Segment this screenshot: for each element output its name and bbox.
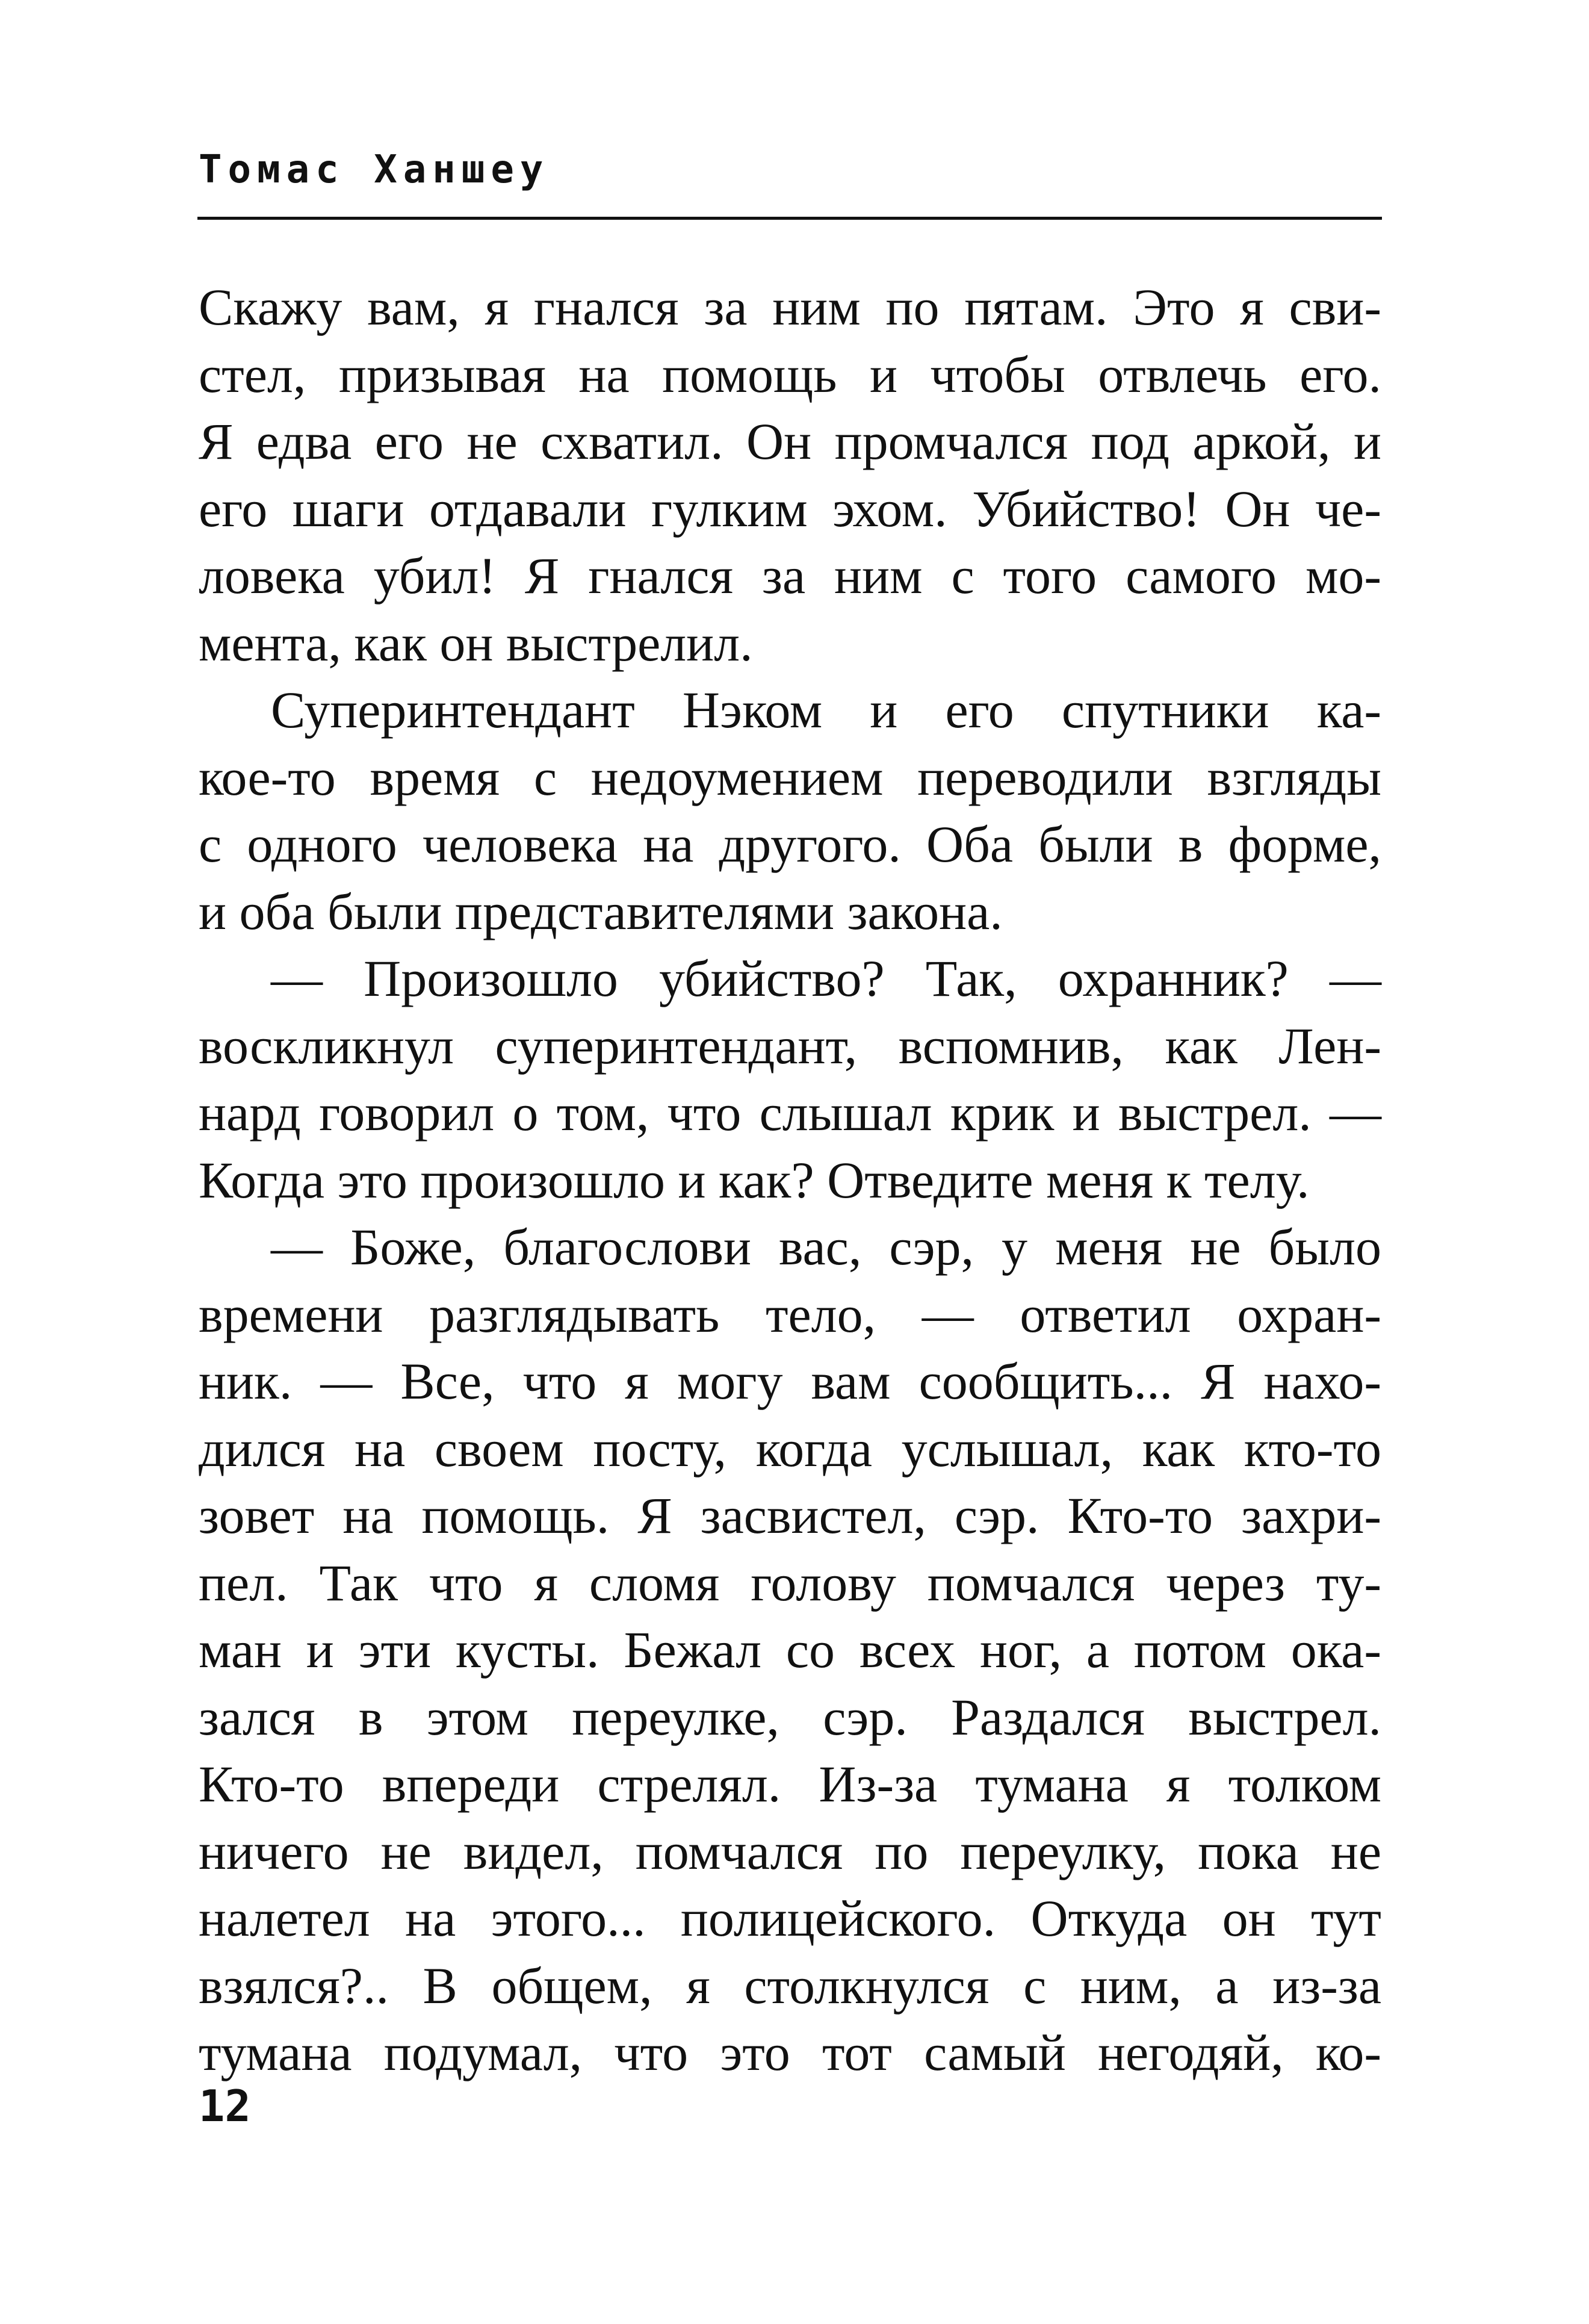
text-line: воскликнул суперинтендант, вспомнив, как Лен- bbox=[199, 1016, 1381, 1075]
text-line: Скажу вам, я гнался за ним по пятам. Это я сви- bbox=[199, 278, 1381, 336]
text-line: Когда это произошло и как? Отведите меня к телу. bbox=[199, 1151, 1310, 1209]
text-line: Я едва его не схватил. Он промчался под аркой, и bbox=[199, 412, 1381, 470]
text-line: взялся?.. В общем, я столкнулся с ним, а из-за bbox=[199, 1956, 1381, 2015]
text-line: стел, призывая на помощь и чтобы отвлечь его. bbox=[199, 345, 1381, 403]
text-line: кое-то время с недоумением переводили взгляды bbox=[199, 748, 1381, 806]
running-head-title: Томас Ханшеу bbox=[199, 148, 550, 192]
page-number: 12 bbox=[199, 2081, 251, 2131]
text-line: тумана подумал, что это тот самый негодяй, ко- bbox=[199, 2024, 1381, 2081]
header-divider bbox=[197, 217, 1382, 220]
text-line: ман и эти кусты. Бежал со всех ног, а потом ока- bbox=[199, 1621, 1381, 1679]
text-line: мента, как он выстрелил. bbox=[199, 614, 753, 672]
text-line: ничего не видел, помчался по переулку, пока не bbox=[199, 1822, 1381, 1880]
text-line: и оба были представителями закона. bbox=[199, 882, 1003, 940]
text-line: ник. — Все, что я могу вам сообщить... Я нахо- bbox=[199, 1352, 1381, 1410]
text-line: — Боже, благослови вас, сэр, у меня не было bbox=[271, 1218, 1381, 1276]
body-text bbox=[199, 274, 1381, 2087]
text-line: Кто-то впереди стрелял. Из-за тумана я толком bbox=[199, 1755, 1381, 1813]
text-line: пел. Так что я сломя голову помчался через ту- bbox=[199, 1553, 1381, 1612]
text-line: Суперинтендант Нэком и его спутники ка- bbox=[271, 681, 1381, 739]
text-line: ловека убил! Я гнался за ним с того самого мо- bbox=[199, 547, 1381, 604]
text-line: зовет на помощь. Я засвистел, сэр. Кто-то захри- bbox=[199, 1487, 1381, 1544]
text-line: нард говорил о том, что слышал крик и выстрел. — bbox=[199, 1084, 1381, 1142]
text-line: — Произошло убийство? Так, охранник? — bbox=[271, 949, 1381, 1007]
text-line: дился на своем посту, когда услышал, как кто-то bbox=[199, 1419, 1381, 1477]
text-line: времени разглядывать тело, — ответил охран- bbox=[199, 1285, 1381, 1343]
text-line: его шаги отдавали гулким эхом. Убийство! Он че- bbox=[199, 479, 1381, 538]
text-line: с одного человека на другого. Оба были в форме, bbox=[199, 815, 1381, 873]
text-line: налетел на этого... полицейского. Откуда он тут bbox=[199, 1889, 1381, 1947]
text-line: зался в этом переулке, сэр. Раздался выстрел. bbox=[199, 1688, 1381, 1746]
